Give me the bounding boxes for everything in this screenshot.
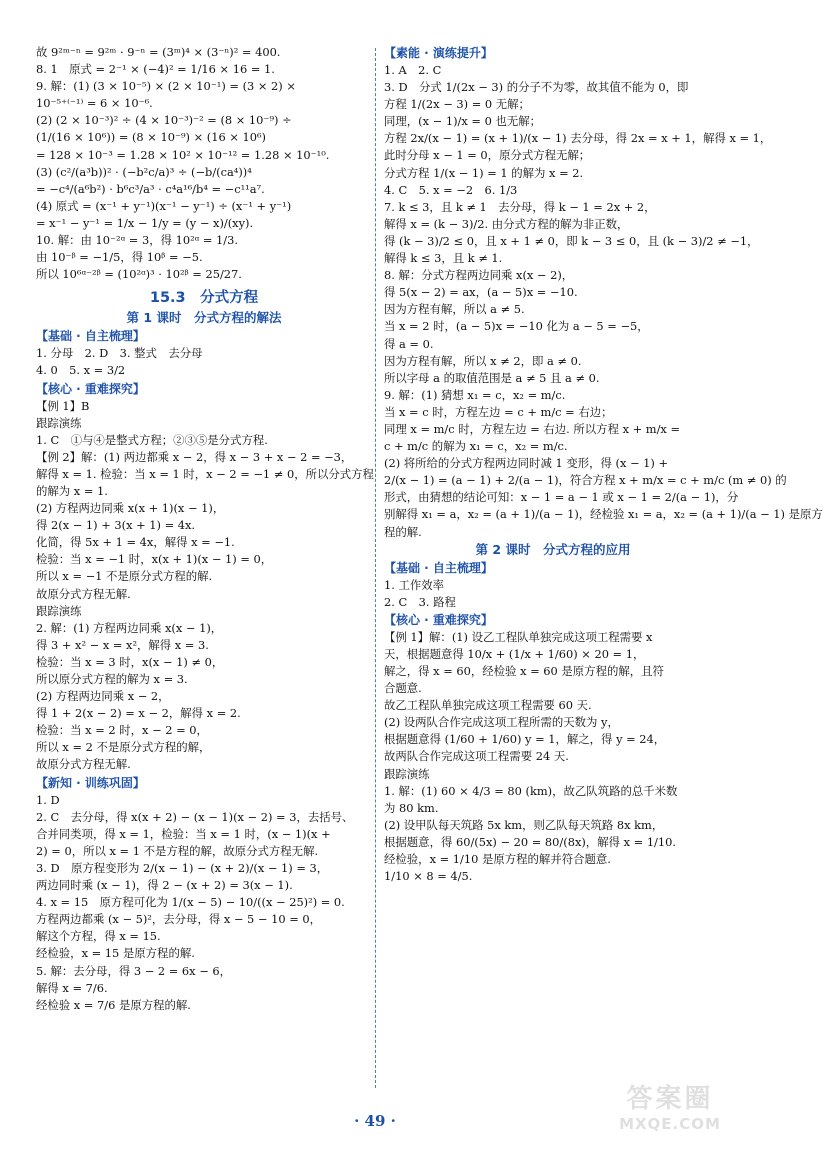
answer-line: 检验：当 x = 2 时，x − 2 = 0， (36, 723, 208, 738)
answer-line: (2) 方程两边同乘 x(x + 1)(x − 1)， (36, 501, 225, 516)
answer-line: 故两队合作完成这项工程需要 24 天. (384, 749, 569, 764)
answer-line: 所以 x = −1 不是原分式方程的解. (36, 569, 213, 584)
answer-line: 同理，(x − 1)/x = 0 也无解； (384, 114, 541, 129)
answer-line: 方程 2x/(x − 1) = (x + 1)/(x − 1) 去分母，得 2x = x + 1，解得 x = 1， (384, 131, 772, 146)
answer-line: 跟踪演练 (36, 415, 82, 430)
answer-line: 故乙工程队单独完成这项工程需要 60 天. (384, 698, 592, 713)
answer-line: = −c⁴/(a⁶b²) · b⁶c³/a³ · c⁴a¹⁶/b⁴ = −c¹¹a⁷. (36, 181, 265, 196)
answer-line: 8. 1 原式 = 2⁻¹ × (−4)² = 1/16 × 16 = 1. (36, 62, 275, 77)
answer-line: 得 5(x − 2) = ax，(a − 5)x = −10. (384, 285, 578, 300)
answer-line: (3) (c²/(a³b))² · (−b²c/a)³ ÷ (−b/(ca⁴))⁴ (36, 164, 252, 179)
answer-line: 所以 x = 2 不是原分式方程的解， (36, 740, 211, 755)
answer-line: 得 3 + x² − x = x²，解得 x = 3. (36, 637, 209, 652)
answer-line: 经检验，x = 1/10 是原方程的解并符合题意. (384, 852, 611, 867)
answer-line: 的解为 x = 1. (36, 483, 108, 498)
answer-line: 天，根据题意得 10/x + (1/x + 1/60) × 20 = 1， (384, 646, 645, 661)
answer-line: 1. 分母 2. D 3. 整式 去分母 (36, 346, 203, 361)
answer-line: 解得 k ≤ 3，且 k ≠ 1. (384, 251, 503, 266)
tag-new: 【新知 · 训练巩固】 (36, 775, 145, 790)
answer-line: (2) (2 × 10⁻³)² ÷ (4 × 10⁻³)⁻² = (8 × 10⁻⁹) ÷ (36, 113, 292, 128)
answer-line: 2) = 0，所以 x = 1 不是方程的解，故原分式方程无解. (36, 843, 319, 858)
answer-line: 经检验，x = 15 是原方程的解. (36, 946, 195, 961)
answer-line: 得 a = 0. (384, 336, 434, 351)
lesson-2-title: 第 2 课时 分式方程的应用 (475, 541, 631, 557)
watermark-logo (600, 1084, 740, 1144)
tag-basic-lesson2: 【基础 · 自主梳理】 (384, 560, 493, 575)
answer-line: 经检验 x = 7/6 是原方程的解. (36, 997, 191, 1012)
tag-core-lesson1: 【核心 · 重难探究】 (36, 381, 145, 396)
answer-line: 10. 解：由 10⁻²ᵅ = 3，得 10²ᵅ = 1/3. (36, 233, 238, 248)
answer-line: 4. x = 15 原方程可化为 1/(x − 5) − 10/((x − 25)²) = 0. (36, 895, 345, 910)
answer-line: 所以 10⁶ᵅ⁻²ᵝ = (10²ᵅ)³ · 10²ᵝ = 25/27. (36, 267, 242, 282)
core-answers-lesson1 (36, 398, 372, 774)
answer-line: 9. 解：(1) 猜想 x₁ = c，x₂ = m/c. (384, 387, 566, 402)
answer-line: 得 1 + 2(x − 2) = x − 2，解得 x = 2. (36, 706, 241, 721)
answer-line: 2/(x − 1) = (a − 1) + 2/(a − 1)，符合方程 x + m/x = c + m/c (m ≠ 0) 的 (384, 473, 787, 488)
left-answer-lines (36, 44, 372, 283)
basic-answers-lesson2 (384, 577, 722, 611)
answer-line: 10⁻⁵⁺⁽⁻¹⁾ = 6 × 10⁻⁶. (36, 96, 153, 111)
answer-line: 1/10 × 8 = 4/5. (384, 869, 473, 884)
answer-line: 2. C 去分母，得 x(x + 2) − (x − 1)(x − 2) = 3，去括号、 (36, 809, 354, 824)
answer-line: 故原分式方程无解. (36, 586, 131, 601)
answer-line: 【例 1】B (36, 398, 90, 413)
tag-basic-lesson1: 【基础 · 自主梳理】 (36, 329, 145, 344)
answer-line: 程的解. (384, 524, 422, 539)
answer-line: 方程两边都乘 (x − 5)²，去分母，得 x − 5 − 10 = 0， (36, 912, 322, 927)
answer-line: 合并同类项，得 x = 1，检验：当 x = 1 时，(x − 1)(x + (36, 826, 331, 841)
answer-line: 7. k ≤ 3，且 k ≠ 1 去分母，得 k − 1 = 2x + 2， (384, 199, 656, 214)
answer-line: 3. D 原方程变形为 2/(x − 1) − (x + 2)/(x − 1) = 3， (36, 860, 329, 875)
answer-line: 跟踪演练 (384, 766, 430, 781)
answer-line: 解得 x = (k − 3)/2. 由分式方程的解为非正数， (384, 216, 629, 231)
answer-line: 方程 1/(2x − 3) = 0 无解； (384, 97, 530, 112)
answer-line: 9. 解：(1) (3 × 10⁻⁵) × (2 × 10⁻¹) = (3 × 2) × (36, 79, 296, 94)
answer-line: 分式方程 1/(x − 1) = 1 的解为 x = 2. (384, 165, 584, 180)
answer-line: 为 80 km. (384, 800, 439, 815)
answer-line: 化简，得 5x + 1 = 4x，解得 x = −1. (36, 535, 235, 550)
watermark-url: MXQE.COM (619, 1115, 721, 1133)
answer-line: 【例 2】解：(1) 两边都乘 x − 2，得 x − 3 + x − 2 = −3， (36, 449, 353, 464)
answer-line: 形式，由猜想的结论可知：x − 1 = a − 1 或 x − 1 = 2/(a − 1)，分 (384, 490, 739, 505)
answer-line: 8. 解：分式方程两边同乘 x(x − 2)， (384, 268, 574, 283)
basic-answers-lesson1 (36, 345, 372, 379)
answer-line: 因为方程有解，所以 a ≠ 5. (384, 302, 525, 317)
answer-line: 因为方程有解，所以 x ≠ 2，即 a ≠ 0. (384, 353, 582, 368)
answer-line: 得 2(x − 1) + 3(x + 1) = 4x. (36, 518, 196, 533)
answer-line: 故原分式方程无解. (36, 757, 131, 772)
answer-line: 同理 x = m/c 时，方程左边 = 右边. 所以方程 x + m/x = (384, 421, 681, 436)
answer-line: 两边同时乘 (x − 1)，得 2 − (x + 2) = 3(x − 1). (36, 878, 293, 893)
answer-line: 1. 解：(1) 60 × 4/3 = 80 (km)，故乙队筑路的总千米数 (384, 783, 678, 798)
answer-line: 2. 解：(1) 方程两边同乘 x(x − 1)， (36, 620, 223, 635)
watermark-logo-text: 答案圈 (626, 1084, 714, 1114)
answer-line: = 128 × 10⁻³ = 1.28 × 10² × 10⁻¹² = 1.28 × 10⁻¹⁰. (36, 147, 330, 162)
new-answers (36, 792, 372, 1014)
answer-line: 4. 0 5. x = 3/2 (36, 363, 126, 378)
answer-line: (2) 方程两边同乘 x − 2， (36, 689, 170, 704)
answer-line: 此时分母 x − 1 = 0，原分式方程无解； (384, 148, 591, 163)
answer-line: 由 10⁻ᵝ = −1/5，得 10ᵝ = −5. (36, 250, 203, 265)
column-divider (375, 48, 376, 1088)
answer-line: 解得 x = 7/6. (36, 980, 108, 995)
answer-line: 根据题意，得 60/(5x) − 20 = 80/(8x)，解得 x = 1/10. (384, 834, 677, 849)
page-number: · 49 · (354, 1112, 396, 1130)
answer-line: 所以原分式方程的解为 x = 3. (36, 672, 188, 686)
answer-line: 当 x = 2 时，(a − 5)x = −10 化为 a − 5 = −5， (384, 319, 649, 334)
answer-line: 【例 1】解：(1) 设乙工程队单独完成这项工程需要 x (384, 629, 653, 644)
answer-line: 2. C 3. 路程 (384, 594, 456, 609)
answer-line: 1. 工作效率 (384, 577, 445, 592)
answer-line: c + m/c 的解为 x₁ = c，x₂ = m/c. (384, 439, 568, 454)
answer-line: (2) 设两队合作完成这项工程所需的天数为 y， (384, 715, 619, 730)
section-title: 15.3 分式方程 (149, 290, 259, 307)
answer-line: 5. 解：去分母，得 3 − 2 = 6x − 6， (36, 963, 232, 978)
answer-line: 根据题意得 (1/60 + 1/60) y = 1，解之，得 y = 24， (384, 732, 666, 747)
answer-line: 检验：当 x = −1 时，x(x + 1)(x − 1) = 0， (36, 552, 273, 567)
answer-line: 得 (k − 3)/2 ≤ 0，且 x + 1 ≠ 0，即 k − 3 ≤ 0，且 (k − 3)/2 ≠ −1， (384, 233, 759, 248)
answer-line: 当 x = c 时，方程左边 = c + m/c = 右边； (384, 404, 613, 419)
improve-answers (384, 62, 823, 541)
answer-line: (4) 原式 = (x⁻¹ + y⁻¹)(x⁻¹ − y⁻¹) ÷ (x⁻¹ + y⁻¹) (36, 198, 292, 213)
answer-line: 1. A 2. C (384, 63, 442, 77)
answer-line: 1. D (36, 792, 60, 807)
answer-line: 跟踪演练 (36, 603, 82, 618)
answer-line: 故 9²ᵐ⁻ⁿ = 9²ᵐ · 9⁻ⁿ = (3ᵐ)⁴ × (3⁻ⁿ)² = 400. (36, 45, 281, 59)
answer-line: 解之，得 x = 60，经检验 x = 60 是原方程的解，且符 (384, 664, 664, 678)
answer-line: 4. C 5. x = −2 6. 1/3 (384, 182, 518, 197)
answer-line: 解得 x = 1. 检验：当 x = 1 时，x − 2 = −1 ≠ 0，所以分式方程 (36, 466, 374, 481)
answer-line: 合题意. (384, 681, 422, 696)
core-answers-lesson2 (384, 629, 722, 885)
answer-line: 3. D 分式 1/(2x − 3) 的分子不为零，故其值不能为 0，即 (384, 80, 689, 95)
left-column (36, 44, 372, 1014)
answer-line: 所以字母 a 的取值范围是 a ≠ 5 且 a ≠ 0. (384, 370, 600, 385)
answer-line: 解这个方程，得 x = 15. (36, 929, 161, 944)
answer-line: (2) 将所给的分式方程两边同时减 1 变形，得 (x − 1) + (384, 456, 669, 471)
answer-line: 1. C ①与④是整式方程；②③⑤是分式方程. (36, 432, 268, 447)
answer-line: 检验：当 x = 3 时，x(x − 1) ≠ 0， (36, 654, 224, 669)
right-column (384, 44, 823, 885)
tag-improve: 【素能 · 演练提升】 (384, 46, 493, 60)
answer-line: 别解得 x₁ = a，x₂ = (a + 1)/(a − 1)，经检验 x₁ = a，x₂ = (a + 1)/(a − 1) 是原方 (384, 507, 823, 522)
answer-line: (2) 设甲队每天筑路 5x km，则乙队每天筑路 8x km， (384, 817, 664, 832)
answer-line: = x⁻¹ − y⁻¹ = 1/x − 1/y = (y − x)/(xy). (36, 215, 254, 230)
tag-core-lesson2: 【核心 · 重难探究】 (384, 612, 493, 627)
lesson-1-title: 第 1 课时 分式方程的解法 (126, 310, 282, 326)
answer-line: (1/(16 × 10⁶)) = (8 × 10⁻⁹) × (16 × 10⁶) (36, 130, 266, 145)
